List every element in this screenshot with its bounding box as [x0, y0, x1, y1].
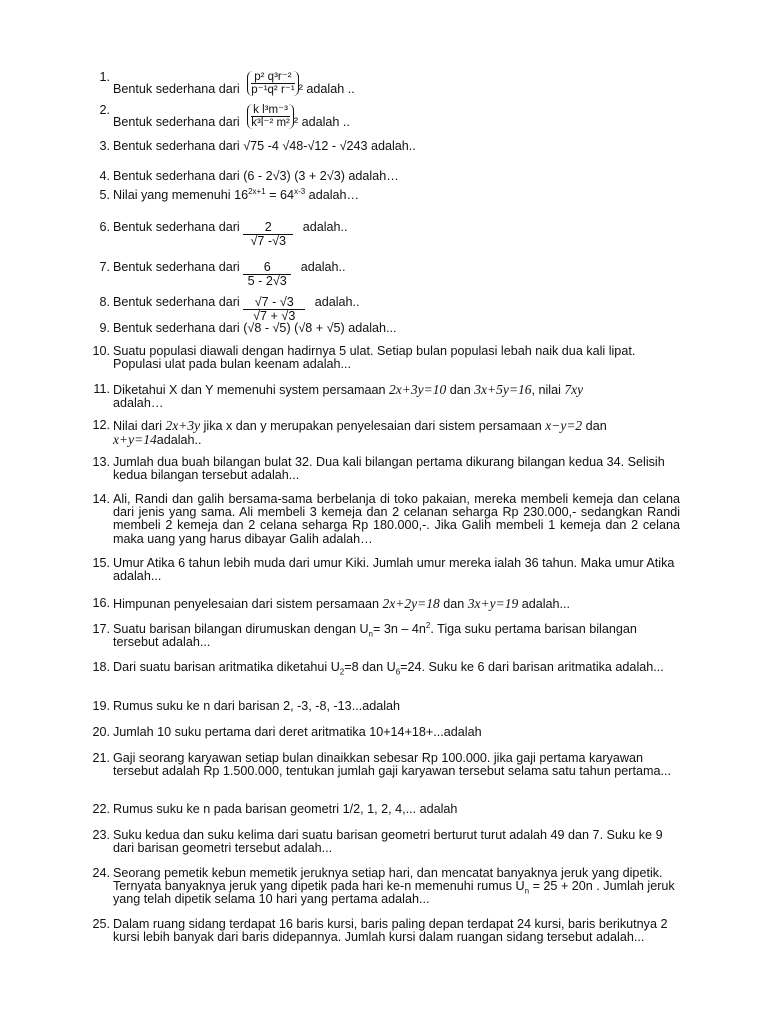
- question-number: 17.: [92, 622, 110, 636]
- question-11: [90, 383, 680, 410]
- question-number: 1.: [99, 70, 110, 84]
- fraction-denominator: p⁻¹q² r⁻¹: [251, 84, 295, 96]
- fraction-numerator: √7 - √3: [243, 296, 305, 310]
- exponent: 2: [425, 620, 431, 630]
- question-text-end: adalah..: [302, 220, 348, 234]
- question-text: Diketahui X dan Y memenuhi system persamaan: [113, 383, 390, 397]
- equation: x+y=14: [113, 432, 157, 448]
- fraction-denominator: 5 - 2√3: [247, 274, 287, 289]
- question-number: 10.: [92, 344, 110, 358]
- question-7: [90, 260, 680, 289]
- question-text-end: . Tiga suku pertama barisan bilangan tersebut adalah...: [113, 622, 637, 650]
- question-number: 4.: [99, 169, 110, 183]
- question-text: Dari suatu barisan aritmatika diketahui U: [113, 660, 340, 674]
- question-8: [90, 295, 680, 324]
- equation: 3x+5y=16: [474, 382, 532, 397]
- question-12: [90, 419, 680, 447]
- subscript: n: [524, 886, 530, 896]
- equation: 2x+3y: [165, 418, 201, 433]
- question-text: Himpunan penyelesaian dari sistem persamaan: [113, 597, 383, 611]
- question-text: Bentuk sederhana dari: [113, 115, 240, 129]
- question-text-end: adalah...: [518, 597, 571, 611]
- question-text: Bentuk sederhana dari: [113, 295, 240, 309]
- question-16: [90, 597, 680, 611]
- question-number: 9.: [99, 321, 110, 335]
- question-17: [90, 620, 680, 650]
- question-number: 22.: [92, 802, 110, 816]
- question-text-end: adalah..: [156, 433, 202, 448]
- equation: 2x+2y=18: [382, 596, 440, 611]
- fraction: [251, 71, 294, 96]
- question-text: dan: [439, 597, 468, 611]
- subscript: n: [368, 629, 373, 639]
- question-number: 8.: [99, 295, 110, 309]
- question-number: 6.: [99, 220, 110, 234]
- fraction-numerator: k l³m⁻³: [253, 104, 288, 116]
- question-number: 13.: [92, 455, 110, 469]
- equation: 7xy: [564, 382, 584, 397]
- question-15: [90, 557, 680, 583]
- fraction-parenthesis: [247, 71, 298, 96]
- equation: 2x+3y=10: [389, 382, 447, 397]
- question-13: [90, 456, 680, 482]
- question-text: =8 dan U: [344, 660, 396, 674]
- subscript: 2: [339, 667, 345, 677]
- equation: 3x+y=19: [467, 596, 519, 611]
- question-10: [90, 345, 680, 371]
- subscript: 6: [395, 667, 401, 677]
- question-number: 25.: [92, 917, 110, 931]
- question-text: Bentuk sederhana dari (√8 - √5) (√8 + √5) adalah...: [113, 321, 397, 335]
- question-text-end: adalah…: [113, 396, 164, 411]
- question-23: [90, 829, 680, 855]
- fraction-denominator: k³l⁻² m²: [251, 117, 290, 129]
- question-text: Bentuk sederhana dari: [113, 82, 240, 96]
- question-19: [90, 700, 680, 713]
- question-text: Suatu barisan bilangan dirumuskan dengan U: [113, 622, 369, 636]
- question-14: [90, 493, 680, 546]
- fraction: [243, 295, 305, 324]
- fraction-denominator: √7 -√3: [250, 234, 286, 249]
- question-text-end: adalah…: [305, 188, 360, 202]
- question-text-end: adalah..: [314, 295, 360, 309]
- question-text: Bentuk sederhana dari: [113, 220, 240, 234]
- question-text: jika x dan y merupakan penyelesaian dari sistem persamaan: [200, 419, 546, 433]
- question-text: dan: [582, 419, 607, 433]
- question-text-end: adalah..: [300, 260, 346, 274]
- question-text: Umur Atika 6 tahun lebih muda dari umur Kiki. Jumlah umur mereka ialah 36 tahun. Maka umur Atika adalah...: [113, 556, 675, 584]
- question-number: 18.: [92, 660, 110, 674]
- question-text: = 64: [265, 188, 295, 202]
- question-number: 12.: [92, 418, 110, 432]
- question-number: 2.: [99, 103, 110, 117]
- question-18: [90, 660, 680, 677]
- question-text: Rumus suku ke n dari barisan 2, -3, -8, -13...adalah: [113, 699, 401, 713]
- question-text: Suatu populasi diawali dengan hadirnya 5 ulat. Setiap bulan populasi lebah naik dua kali lipat. Populasi ulat pada bulan keenam adalah...: [113, 344, 636, 372]
- question-21: [90, 752, 680, 778]
- exponent: 2x+1: [248, 186, 266, 196]
- fraction-numerator: 6: [243, 261, 291, 275]
- question-4: [90, 170, 680, 183]
- question-number: 20.: [92, 725, 110, 739]
- question-text: Ali, Randi dan galih bersama-sama berbelanja di toko pakaian, mereka membeli kemeja dan celana dari jenis yang sama. Ali membeli 3 kemeja dan 2 celanan seharga Rp 230.000,- sedangkan Randi membeli 2 kemeja dan 2 celana seharga Rp 180.000,-. Jika Galih membeli 1 kemeja dan 2 celana maka uang yang harus dibayar Galih adalah…: [113, 492, 680, 546]
- question-text-end: ² adalah ..: [293, 115, 350, 129]
- question-text: Gaji seorang karyawan setiap bulan dinaikkan sebesar Rp 100.000. jika gaji pertama karyawan tersebut adalah Rp 1.500.000, tentukan jumlah gaji karyawan tersebut selama satu tahun pertama...: [113, 751, 671, 779]
- question-text: Jumlah dua buah bilangan bulat 32. Dua kali bilangan pertama dikurang bilangan kedua 34. Selisih kedua bilangan tersebut adalah...: [113, 455, 665, 483]
- question-text: Suku kedua dan suku kelima dari suatu barisan geometri berturut turut adalah 49 dan 7. Suku ke 9 dari barisan geometri tersebut adalah...: [113, 828, 663, 856]
- question-number: 7.: [99, 260, 110, 274]
- question-number: 21.: [92, 751, 110, 765]
- question-number: 23.: [92, 828, 110, 842]
- question-25: [90, 918, 680, 944]
- question-number: 14.: [92, 492, 110, 506]
- question-number: 3.: [99, 139, 110, 153]
- question-number: 15.: [92, 556, 110, 570]
- question-20: [90, 726, 680, 739]
- fraction-parenthesis: [247, 104, 294, 129]
- question-text: Nilai yang memenuhi 16: [113, 188, 249, 202]
- equation: x−y=2: [545, 418, 583, 433]
- question-2: [90, 104, 680, 129]
- fraction: [251, 104, 290, 129]
- question-22: [90, 803, 680, 816]
- question-text: Rumus suku ke n pada barisan geometri 1/2, 1, 2, 4,... adalah: [113, 802, 458, 816]
- question-5: [90, 186, 680, 202]
- question-text: Seorang pemetik kebun memetik jeruknya setiap hari, dan mencatat banyaknya jeruk yang dipetik. Ternyata banyaknya jeruk yang dipetik pada hari ke-n memenuhi rumus U: [113, 866, 663, 894]
- question-9: [90, 322, 680, 335]
- question-text-end: =24. Suku ke 6 dari barisan aritmatika adalah...: [400, 660, 664, 674]
- fraction: [243, 260, 291, 289]
- question-24: [90, 867, 680, 907]
- question-text: , nilai: [531, 383, 565, 397]
- question-3: [90, 140, 680, 153]
- question-6: [90, 220, 680, 249]
- fraction-denominator: √7 + √3: [253, 309, 296, 324]
- question-text: Bentuk sederhana dari (6 - 2√3) (3 + 2√3) adalah…: [113, 169, 399, 183]
- question-number: 19.: [92, 699, 110, 713]
- question-text: Bentuk sederhana dari √75 -4 √48-√12 - √243 adalah..: [113, 139, 416, 153]
- question-number: 24.: [92, 866, 110, 880]
- question-1: [90, 71, 680, 96]
- question-text: Jumlah 10 suku pertama dari deret aritmatika 10+14+18+...adalah: [113, 725, 482, 739]
- exponent: x-3: [294, 186, 306, 196]
- question-text: Bentuk sederhana dari: [113, 260, 240, 274]
- question-text: Nilai dari: [113, 419, 166, 433]
- question-number: 11.: [93, 382, 110, 396]
- fraction-numerator: 2: [243, 221, 293, 235]
- question-text: = 3n – 4n: [373, 622, 426, 636]
- fraction-numerator: p² q³r⁻²: [251, 71, 294, 84]
- question-number: 5.: [99, 188, 110, 202]
- question-text-end: = 25 + 20n . Jumlah jeruk yang telah dipetik selama 10 hari yang pertama adalah...: [113, 879, 675, 907]
- question-text-end: ² adalah ..: [298, 82, 355, 96]
- fraction: [243, 220, 293, 249]
- question-text: Dalam ruang sidang terdapat 16 baris kursi, baris paling depan terdapat 24 kursi, baris berikutnya 2 kursi lebih banyak dari baris didepannya. Jumlah kursi dalam ruangan sidang tersebut adalah...: [113, 917, 668, 945]
- question-text: dan: [446, 383, 475, 397]
- question-number: 16.: [92, 596, 110, 610]
